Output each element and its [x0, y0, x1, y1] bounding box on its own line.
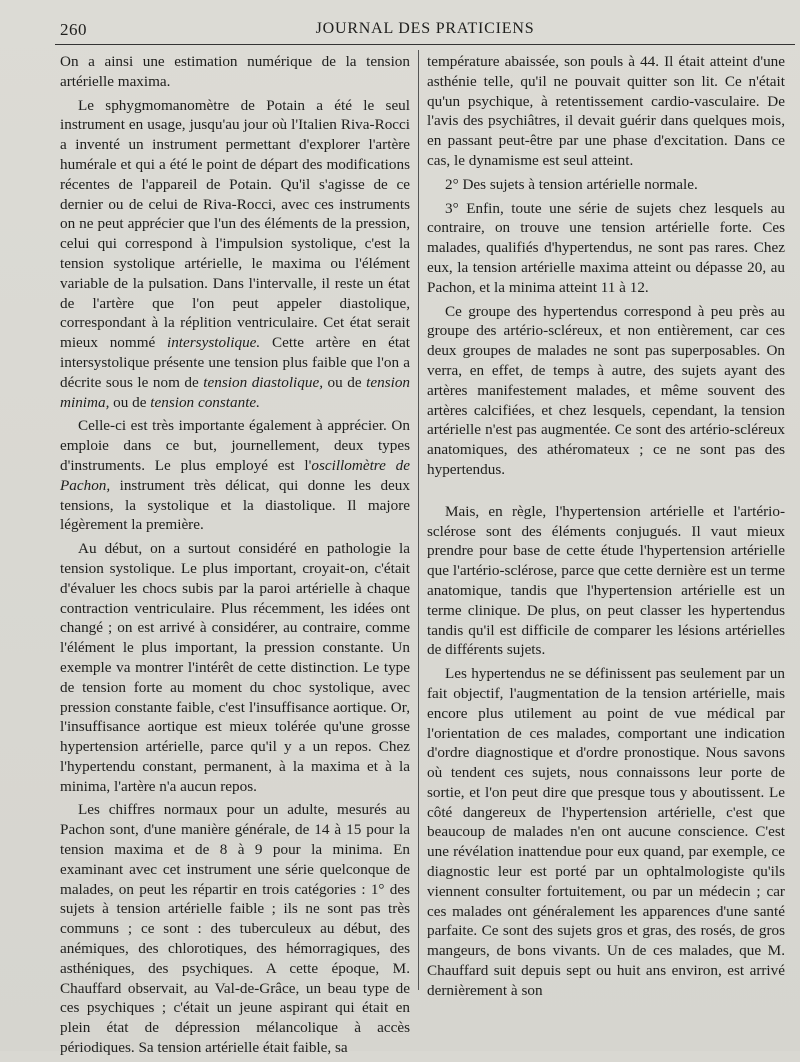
italic-term: tension minima, — [60, 373, 411, 411]
paragraph — [60, 416, 410, 535]
italic-term: oscillomètre de Pachon, — [60, 456, 410, 494]
paragraph: 2° Des sujets à tension artérielle normale. — [445, 175, 698, 193]
journal-title: JOURNAL DES PRATICIENS — [315, 20, 535, 37]
page-number: 260 — [60, 20, 87, 39]
paragraph — [60, 96, 410, 413]
paragraph: température abaissée, son pouls à 44. Il était atteint d'une asthénie telle, qu'il ne pouvait quitter son lit. Ce n'était qu'un psychique, à retentissement cardio-vasculaire. De l'avis des psychiâtres, il devait guérir dans quelques mois, en passant peut-être par une phase d'excitation. Dans ce cas, le dynamisme est seul atteint. — [427, 53, 785, 169]
header-rule — [55, 44, 795, 45]
text-run: ou de — [327, 373, 362, 391]
text-run: ou de — [113, 393, 147, 411]
italic-term: tension diastolique, — [203, 373, 323, 391]
left-column — [60, 52, 410, 1062]
italic-term: intersystolique. — [166, 334, 261, 352]
paragraph: On a ainsi une estimation numérique de la tension artérielle maxima. — [60, 53, 410, 90]
text-run: instrument très délicat, qui donne les deux tensions, la systolique et la diastolique. Il majore légèrement la première. — [60, 476, 410, 534]
right-column — [427, 52, 785, 1005]
paragraph: Mais, en règle, l'hypertension artérielle et l'artério-sclérose sont des éléments conjugués. Il vaut mieux prendre pour base de cette étude l'hypertension artérielle que l'artério-sclérose, parce que cette dernière est un terme anatomique, tandis que l'hypertension artérielle est un terme clinique. De plus, on peut classer les hypertendus tandis qu'il est difficile de comparer les lésions artérielles de différents sujets. — [427, 502, 785, 659]
page-header — [60, 14, 790, 44]
paragraph: Les chiffres normaux pour un adulte, mesurés au Pachon sont, d'une manière générale, de 14 à 15 pour la tension maxima et de 8 à 9 pour la minima. En examinant avec cet instrument une série quelconque de malades, on peut les répartir en trois catégories : 1° des sujets à tension artérielle faible ; ils ne sont pas très communs ; ce sont : des tuberculeux au début, des anémiques, des chlorotiques, des hémorragiques, des asthéniques, des psychiques. A cette époque, M. Chauffard observait, au Val-de-Grâce, un beau type de ces psychiques ; c'était un jeune aspirant qui était en plein état de dépression mélancolique à accès périodiques. Sa tension artérielle était faible, sa — [60, 801, 410, 1057]
paragraph: Les hypertendus ne se définissent pas seulement par un fait objectif, l'augmentation de la tension artérielle, mais encore plus utilement au point de vue médical par l'orientation de ces malades, comportant une indication d'ordre diagnostique et d'ordre pronostique. Nous savons où tendent ces sujets, nous connaissons leur porte de sortie, et l'on peut dire que presque tous y aboutissent. Le côté dangereux de l'hypertension artérielle, c'est que beaucoup de malades n'en ont aucune conscience. C'est une révélation inattendue pour eux quand, par exemple, ce diagnostic leur est porté par un ophtalmologiste qu'ils viennent consulter fortuitement, ou par un médecin ; car ces malades ont généralement les apparences d'une santé parfaite. Ce sont des sujets gros et gras, des rosés, de gros mangeurs, de bons vivants. Un de ces malades, que M. Chauffard suit depuis sept ou huit ans environ, est arrivé dernièrement à son — [427, 665, 785, 999]
paragraph: Au début, on a surtout considéré en pathologie la tension systolique. Le plus important, croyait-on, c'était d'évaluer les chocs subis par la paroi artérielle à chaque contraction ventriculaire. Plus récemment, les idées ont changé ; on est arrivé à considérer, au contraire, comme l'élément le plus important, la pression constante. Un exemple va montrer l'intérêt de cette distinction. Le type de tension forte au moment du choc systolique, avec pression constante faible, c'est l'insuffisance aortique. Or, l'insuffisance aortique est mieux tolérée qu'une grosse hypertension artérielle, parce qu'il y a un repos. Chez l'hypertendu constant, permanent, à la maxima et à la minima, l'artère n'a aucun repos. — [60, 540, 410, 795]
column-divider — [418, 50, 419, 990]
italic-term: tension constante. — [150, 393, 260, 411]
text-run: Cette artère en état intersystolique présente une tension plus faible que l'on a décrite sous le nom de — [60, 334, 410, 391]
paragraph: Ce groupe des hypertendus correspond à peu près au groupe des artério-scléreux, et non entièrement, car ces deux groupes de malades ne sont pas superposables. On verra, en effet, de temps à autre, des sujets ayant des artères manifestement malades, et même souvent des artères calcifiées, et chez lesquels, cependant, la tension artérielle n'est pas augmentée. Ce sont des artério-scléreux anatomiques, des athéromateux ; ce ne sont pas des hypertendus. — [427, 302, 785, 478]
text-run: Le sphygmomanomètre de Potain a été le seul instrument en usage, jusqu'au jour où l'Italien Riva-Rocci a inventé un instrument permettant d'explorer l'artère humérale et qui a été le point de départ des modifications récentes de l'appareil de Potain. Qu'il s'agisse de ce dernier ou de celui de Riva-Rocci, avec ces instruments on ne peut apprécier que l'un des éléments de la pression, celui qui correspond à l'impulsion systolique, c'est la tension systolique artérielle, le maxima ou l'élément variable de la pulsation. Dans l'intervalle, il reste un état de l'artère que l'on peut appeler diastolique, correspondant à la réplition ventriculaire. Cet état serait mieux nommé — [60, 96, 410, 352]
text-run: Celle-ci est très importante également à apprécier. On emploie dans ce but, journellement, deux types d'instruments. Le plus employé est l' — [60, 417, 410, 474]
paragraph: 3° Enfin, toute une série de sujets chez lesquels au contraire, on trouve une tension artérielle forte. Ces malades, qualifiés d'hypertendus, ne sont pas rares. Chez eux, la tension artérielle maxima atteint ou dépasse 20, au Pachon, et la minima atteint 11 à 12. — [427, 199, 785, 296]
